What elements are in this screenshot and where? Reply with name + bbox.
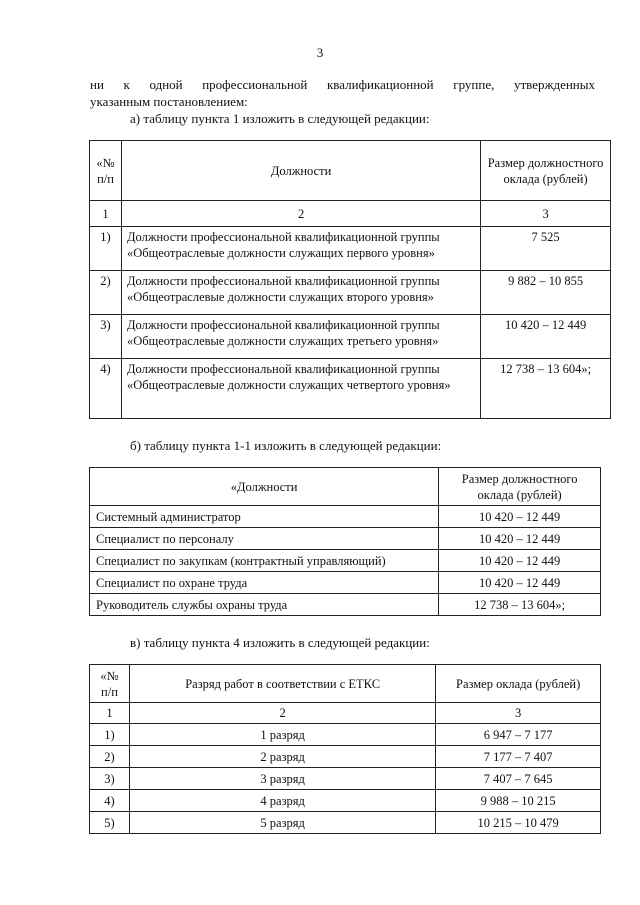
numbering-cell: 3 — [481, 201, 611, 227]
row-position: Должности профессиональной квалификационной группы «Общеотраслевые должности служащих первого уровня» — [121, 227, 480, 271]
row-num: 5) — [90, 812, 130, 834]
intro-line-1: ни к одной профессиональной квалификационной группе, утвержденных — [90, 77, 595, 92]
table-header-row — [90, 141, 611, 201]
header-positions: «Должности — [90, 468, 439, 506]
row-grade: 2 разряд — [129, 746, 435, 768]
section-b-heading: б) таблицу пункта 1-1 изложить в следующей редакции: — [130, 438, 442, 453]
table-header-row — [90, 665, 601, 703]
table-row — [90, 768, 601, 790]
numbering-cell: 3 — [436, 703, 601, 724]
numbering-row — [90, 703, 601, 724]
row-salary: 10 215 – 10 479 — [436, 812, 601, 834]
row-salary: 7 177 – 7 407 — [436, 746, 601, 768]
row-salary: 12 738 – 13 604»; — [481, 359, 611, 419]
header-salary: Размер должностного оклада (рублей) — [481, 141, 611, 201]
header-positions: Должности — [121, 141, 480, 201]
row-position: Системный администратор — [90, 506, 439, 528]
header-salary: Размер должностного оклада (рублей) — [439, 468, 601, 506]
table-row — [90, 572, 601, 594]
row-position: Должности профессиональной квалификационной группы «Общеотраслевые должности служащих второго уровня» — [121, 271, 480, 315]
row-position: Специалист по охране труда — [90, 572, 439, 594]
row-salary: 7 525 — [481, 227, 611, 271]
header-num: «№ п/п — [90, 141, 122, 201]
section-c-heading: в) таблицу пункта 4 изложить в следующей редакции: — [130, 635, 430, 650]
page-number: 3 — [316, 45, 324, 60]
numbering-row — [90, 201, 611, 227]
row-salary: 9 988 – 10 215 — [436, 790, 601, 812]
header-num: «№ п/п — [90, 665, 130, 703]
row-num: 4) — [90, 359, 122, 419]
table-header-row — [90, 468, 601, 506]
row-position: Должности профессиональной квалификационной группы «Общеотраслевые должности служащих четвертого уровня» — [121, 359, 480, 419]
table-row — [90, 506, 601, 528]
row-salary: 12 738 – 13 604»; — [439, 594, 601, 616]
table-row — [90, 790, 601, 812]
table-row — [90, 594, 601, 616]
table-etks-grades — [89, 664, 601, 834]
row-num: 3) — [90, 315, 122, 359]
row-position: Руководитель службы охраны труда — [90, 594, 439, 616]
row-salary: 10 420 – 12 449 — [439, 506, 601, 528]
table-row — [90, 724, 601, 746]
row-num: 2) — [90, 271, 122, 315]
row-num: 4) — [90, 790, 130, 812]
row-num: 2) — [90, 746, 130, 768]
section-a-heading: а) таблицу пункта 1 изложить в следующей редакции: — [130, 111, 430, 126]
table-row — [90, 812, 601, 834]
intro-line-2: указанным постановлением: — [90, 94, 248, 109]
row-salary: 10 420 – 12 449 — [481, 315, 611, 359]
row-salary: 10 420 – 12 449 — [439, 550, 601, 572]
row-grade: 1 разряд — [129, 724, 435, 746]
table-positions-list — [89, 467, 601, 616]
row-num: 3) — [90, 768, 130, 790]
row-grade: 4 разряд — [129, 790, 435, 812]
row-grade: 5 разряд — [129, 812, 435, 834]
header-grade: Разряд работ в соответствии с ЕТКС — [129, 665, 435, 703]
row-salary: 7 407 – 7 645 — [436, 768, 601, 790]
numbering-cell: 1 — [90, 201, 122, 227]
table-row — [90, 227, 611, 271]
row-salary: 6 947 – 7 177 — [436, 724, 601, 746]
row-num: 1) — [90, 227, 122, 271]
table-row — [90, 550, 601, 572]
row-grade: 3 разряд — [129, 768, 435, 790]
numbering-cell: 2 — [129, 703, 435, 724]
row-num: 1) — [90, 724, 130, 746]
table-row — [90, 746, 601, 768]
table-row — [90, 271, 611, 315]
table-row — [90, 315, 611, 359]
row-position: Специалист по персоналу — [90, 528, 439, 550]
numbering-cell: 2 — [121, 201, 480, 227]
row-salary: 10 420 – 12 449 — [439, 572, 601, 594]
row-position: Должности профессиональной квалификационной группы «Общеотраслевые должности служащих третьего уровня» — [121, 315, 480, 359]
table-row — [90, 359, 611, 419]
header-salary: Размер оклада (рублей) — [436, 665, 601, 703]
row-salary: 10 420 – 12 449 — [439, 528, 601, 550]
numbering-cell: 1 — [90, 703, 130, 724]
table-positions-pkg — [89, 140, 611, 419]
row-position: Специалист по закупкам (контрактный управляющий) — [90, 550, 439, 572]
row-salary: 9 882 – 10 855 — [481, 271, 611, 315]
table-row — [90, 528, 601, 550]
